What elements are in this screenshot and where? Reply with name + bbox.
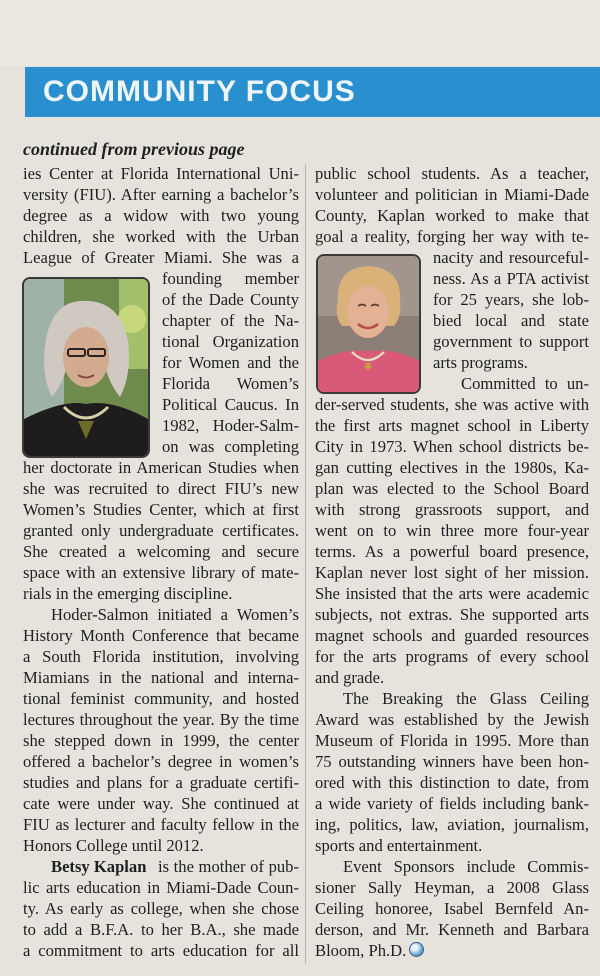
right-line: ored with this distinction to date, from <box>315 773 589 792</box>
left-line: She created a welcoming and secure <box>23 542 299 561</box>
left-line: of the Dade County <box>162 290 299 309</box>
right-line: The Breaking the Glass Ceiling <box>343 689 589 708</box>
right-line: Committed to un- <box>461 374 589 393</box>
right-line: sports and entertainment. <box>315 836 483 855</box>
left-line: versity (FIU). After earning a bachelor’s <box>23 185 299 204</box>
right-line: went on to win three more four-year <box>315 521 589 540</box>
left-line: degree as a widow with two young <box>23 206 299 225</box>
right-line: plan was elected to the School Board <box>315 479 589 498</box>
left-line: rials in the emerging discipline. <box>23 584 233 603</box>
kaplan-photo <box>316 254 421 394</box>
left-line: to add a B.F.A. to her B.A., she made <box>23 920 299 939</box>
left-line: her doctorate in American Studies when <box>23 458 299 477</box>
right-line: for 25 years, she lob- <box>433 290 589 309</box>
left-line: History Month Conference that became <box>23 626 299 645</box>
left-line: is the mother of pub- <box>158 857 299 876</box>
left-line: tional feminist community, and hosted <box>23 689 299 708</box>
right-line: derson, and Mr. Kenneth and Barbara <box>315 920 589 939</box>
right-line: with strong grassroots support, and <box>315 500 589 519</box>
page-top-margin <box>0 0 600 66</box>
right-line: der-served students, she was active with <box>315 395 589 414</box>
hoder-salmon-photo <box>22 277 150 458</box>
left-line: for Women and the <box>162 353 299 372</box>
left-line: Hoder-Salmon initiated a Women’s <box>51 605 299 624</box>
left-line: League of Greater Miami. She was a <box>23 248 299 267</box>
right-line: magnet schools and guarded resources <box>315 626 589 645</box>
right-line: and grade. <box>315 668 385 687</box>
right-line: terms. As a powerful board presence, <box>315 542 589 561</box>
right-line: Ceiling honoree, Isabel Bernfeld An- <box>315 899 589 918</box>
right-line: ing, politics, law, aviation, journalism, <box>315 815 589 834</box>
left-line: she was recruited to direct FIU’s new <box>23 479 299 498</box>
right-line: goal a reality, forging her way with te- <box>315 227 589 246</box>
left-line: on was completing <box>162 437 299 456</box>
left-line: she stepped down in 1999, the center <box>23 731 299 750</box>
right-line: County, Kaplan worked to make that <box>315 206 589 225</box>
right-line: Event Sponsors include Commis- <box>343 857 589 876</box>
right-line: gan cutting electives in the 1980s, Ka- <box>315 458 589 477</box>
left-line: founding member <box>162 269 299 288</box>
left-line: studies and plans for a graduate certifi- <box>23 773 299 792</box>
left-line: a South Florida institution, involving <box>23 647 299 666</box>
left-line: FIU as lecturer and faculty fellow in the <box>23 815 299 834</box>
left-line: lectures throughout the year. By the time <box>23 710 299 729</box>
right-line: City in 1973. When school districts be- <box>315 437 589 456</box>
right-line-text: Bloom, Ph.D. <box>315 941 407 960</box>
right-line: subjects, not extras. She supported arts <box>315 605 589 624</box>
right-line: Award was established by the Jewish <box>315 710 589 729</box>
left-line: 1982, Hoder-Salm- <box>162 416 299 435</box>
left-line: Women’s Studies Center, which at first <box>23 500 299 519</box>
right-line: volunteer and politician in Miami-Dade <box>315 185 589 204</box>
left-line: Political Caucus. In <box>162 395 299 414</box>
right-line: 75 outstanding winners have been hon- <box>315 752 589 771</box>
name-betsy-kaplan: Betsy Kaplan <box>51 857 147 876</box>
left-line: Honors College until 2012. <box>23 836 204 855</box>
section-title: COMMUNITY FOCUS <box>43 75 356 108</box>
column-divider <box>305 164 306 964</box>
left-line: cate were under way. She continued at <box>23 794 299 813</box>
left-line: offered a bachelor’s degree in women’s <box>23 752 299 771</box>
section-banner <box>25 67 600 117</box>
left-line: Miamians in the national and interna- <box>23 668 299 687</box>
right-line: government to support <box>433 332 589 351</box>
right-line: bied local and state <box>433 311 589 330</box>
right-line: ness. As a PTA activist <box>433 269 589 288</box>
right-line: nacity and resourceful- <box>433 248 589 267</box>
left-line: tional Organization <box>162 332 299 351</box>
left-line: chapter of the Na- <box>162 311 299 330</box>
left-line: Florida Women’s <box>162 374 299 393</box>
left-line: lic arts education in Miami-Dade Coun- <box>23 878 299 897</box>
left-line: a commitment to arts education for all <box>23 941 299 960</box>
right-line: sioner Sally Heyman, a 2008 Glass <box>315 878 589 897</box>
right-line: a wide variety of fields including bank- <box>315 794 589 813</box>
continued-note: continued from previous page <box>23 139 245 159</box>
left-line: ty. As early as college, when she chose <box>23 899 299 918</box>
left-line: children, she worked with the Urban <box>23 227 299 246</box>
right-line: the first arts magnet school in Liberty <box>315 416 589 435</box>
right-line: for the arts programs of every school <box>315 647 589 666</box>
right-line: Kaplan never lost sight of her mission. <box>315 563 589 582</box>
right-line: arts programs. <box>433 353 528 372</box>
left-line: granted only undergraduate certificates. <box>23 521 299 540</box>
left-line: space with an extensive library of mate- <box>23 563 299 582</box>
right-line: Museum of Florida in 1995. More than <box>315 731 589 750</box>
right-line-final <box>315 940 589 961</box>
globe-icon <box>409 942 424 957</box>
left-line: ies Center at Florida International Uni- <box>23 164 299 183</box>
right-line: public school students. As a teacher, <box>315 164 589 183</box>
right-line: She insisted that the arts were academic <box>315 584 589 603</box>
